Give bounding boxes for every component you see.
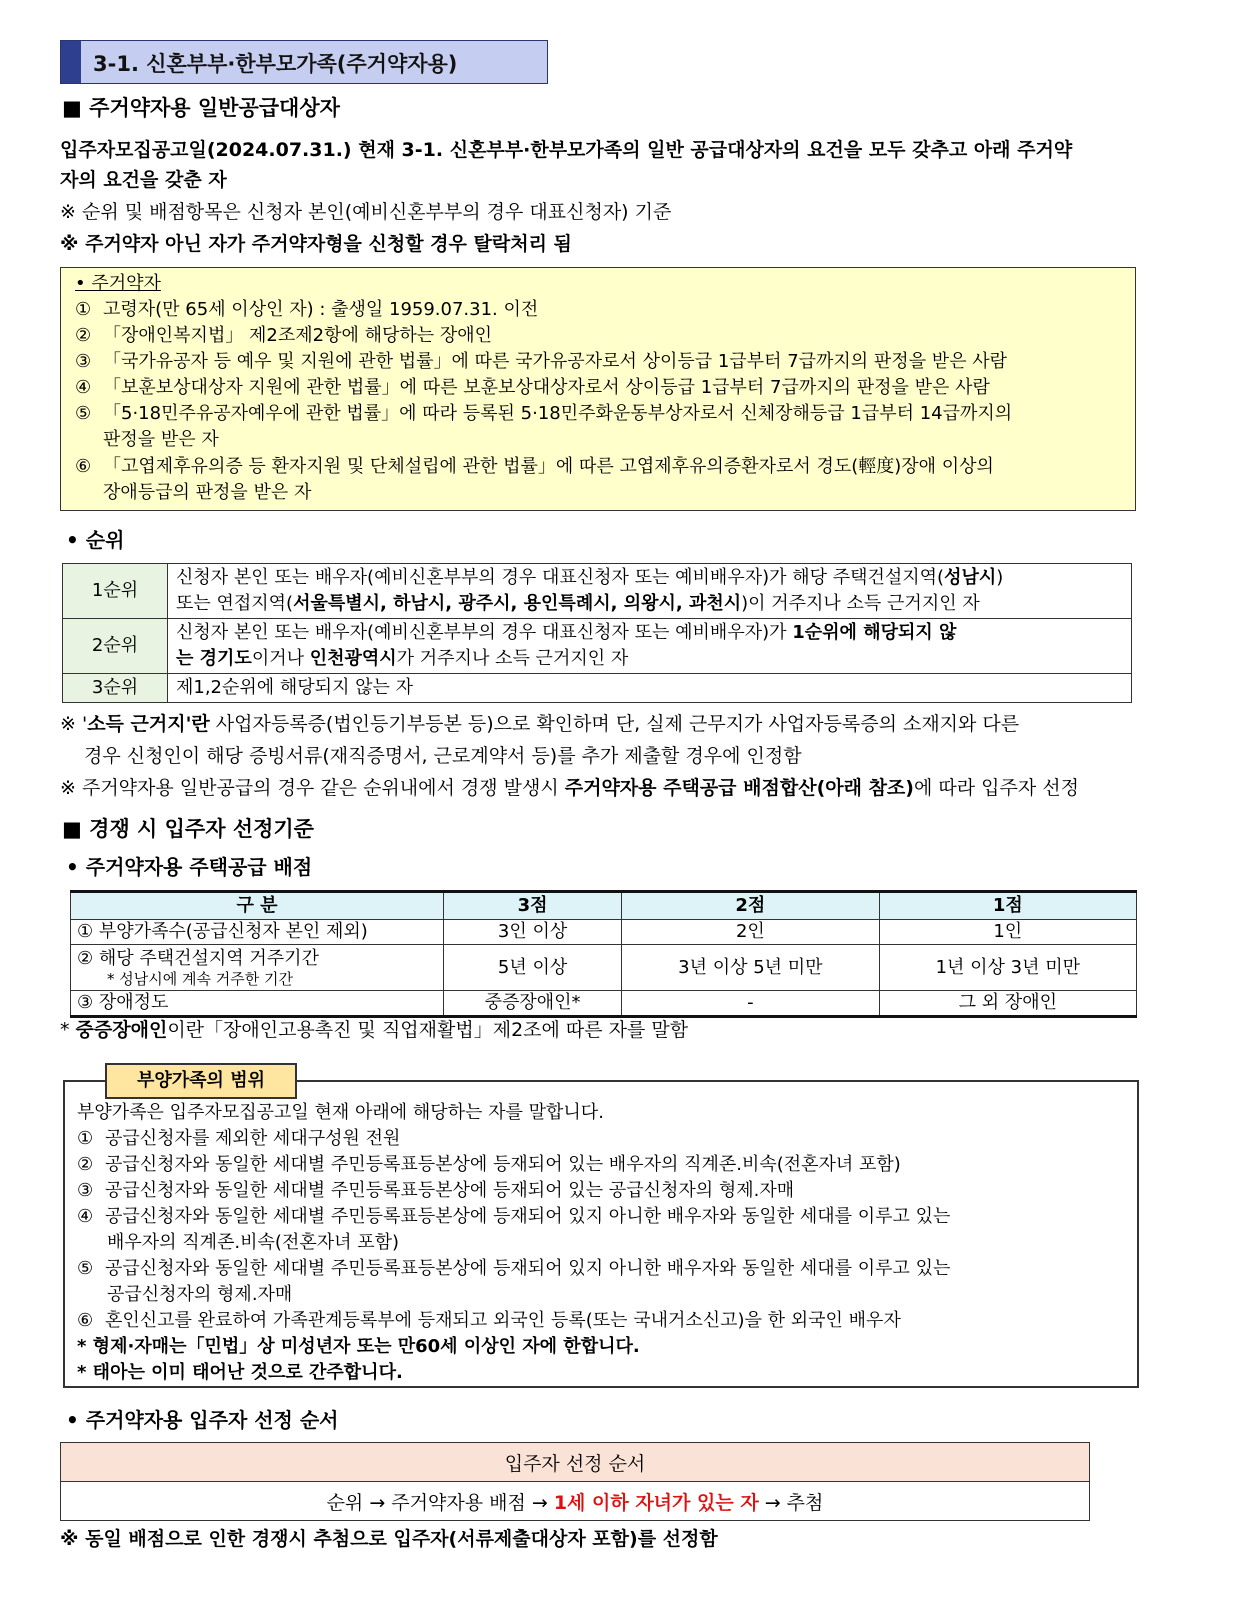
- score-heading: • 주거약자용 주택공급 배점: [66, 855, 313, 879]
- final-note: ※ 동일 배점으로 인한 경쟁시 추첨으로 입주자(서류제출대상자 포함)를 선정함: [60, 1528, 718, 1550]
- score-item-label: ② 해당 주택건설지역 거주기간 * 성남시에 계속 거주한 기간: [71, 945, 444, 991]
- rank-heading: • 순위: [66, 528, 125, 552]
- dependents-intro: 부양가족은 입주자모집공고일 현재 아래에 해당하는 자를 말합니다.: [77, 1102, 604, 1123]
- score-cell: 1년 이상 3년 미만: [879, 945, 1136, 991]
- column-header: 구 분: [71, 892, 444, 920]
- score-cell: 3년 이상 5년 미만: [622, 945, 879, 991]
- intro-line-1: 입주자모집공고일(2024.07.31.) 현재 3-1. 신혼부부·한부모가족의 일반 공급대상자의 요건을 모두 갖추고 아래 주거약: [60, 139, 1073, 161]
- weak-item: ⑤ 「5·18민주유공자예우에 관한 법률」에 따라 등록된 5·18민주화운동부상자로서 신체장해등급 1급부터 14급까지의: [75, 403, 1013, 424]
- score-footnote: * 중증장애인이란「장애인고용촉진 및 직업재활법」제2조에 따른 자를 말함: [60, 1019, 689, 1041]
- score-cell: 3인 이상: [444, 920, 622, 945]
- rank-label: 2순위: [63, 619, 168, 674]
- table-row: [63, 619, 1132, 674]
- table-row: [63, 674, 1132, 703]
- rank-table: [62, 563, 1132, 703]
- weak-item: ④ 「보훈보상대상자 지원에 관한 법률」에 따른 보훈보상대상자로서 상이등급 1급부터 7급까지의 판정을 받은 사람: [75, 377, 990, 398]
- weak-item-cont: 판정을 받은 자: [103, 429, 219, 450]
- table-row: [63, 564, 1132, 619]
- dependents-box: [63, 1080, 1139, 1388]
- score-cell: -: [622, 991, 879, 1017]
- score-cell: 그 외 장애인: [879, 991, 1136, 1017]
- section-title-bar: [60, 40, 548, 84]
- score-item-label: ① 부양가족수(공급신청자 본인 제외): [71, 920, 444, 945]
- note-income-base: ※ '소득 근거지'란 사업자등록증(법인등기부등본 등)으로 확인하며 단, 실제 근무지가 사업자등록증의 소재지와 다른: [60, 713, 1020, 735]
- list-item: ⑤ 공급신청자와 동일한 세대별 주민등록표등본상에 등재되어 있지 아니한 배우자와 동일한 세대를 이루고 있는: [77, 1258, 951, 1279]
- table-header-row: [61, 1443, 1090, 1482]
- rank-desc: 신청자 본인 또는 배우자(예비신혼부부의 경우 대표신청자 또는 예비배우자)가 1순위에 해당되지 않 는 경기도이거나 인천광역시가 거주지나 소득 근거지인 자: [168, 619, 1132, 674]
- note-competition: ※ 주거약자용 일반공급의 경우 같은 순위내에서 경쟁 발생시 주거약자용 주택공급 배점합산(아래 참조)에 따라 입주자 선정: [60, 777, 1079, 799]
- list-item-cont: 공급신청자의 형제.자매: [107, 1284, 293, 1305]
- intro-line-2: 자의 요건을 갖춘 자: [60, 169, 227, 191]
- title-accent: [61, 41, 81, 83]
- dependents-tab-label: 부양가족의 범위: [105, 1063, 297, 1099]
- order-sequence: 순위 → 주거약자용 배점 → 1세 이하 자녀가 있는 자 → 추첨: [61, 1482, 1090, 1521]
- list-item: ⑥ 혼인신고를 완료하여 가족관계등록부에 등재되고 외국인 등록(또는 국내거소신고)을 한 외국인 배우자: [77, 1310, 901, 1331]
- score-cell: 2인: [622, 920, 879, 945]
- weak-item-cont: 장애등급의 판정을 받은 자: [103, 482, 312, 503]
- list-item: ④ 공급신청자와 동일한 세대별 주민등록표등본상에 등재되어 있지 아니한 배우자와 동일한 세대를 이루고 있는: [77, 1206, 951, 1227]
- table-row: [71, 945, 1137, 991]
- housing-weak-title-text: • 주거약자: [75, 273, 161, 294]
- housing-weak-title: [75, 271, 161, 297]
- section-heading-competition: ■ 경쟁 시 입주자 선정기준: [62, 817, 314, 841]
- section-heading-general: ■ 주거약자용 일반공급대상자: [62, 96, 340, 120]
- weak-item: ⑥ 「고엽제후유의증 등 환자지원 및 단체설립에 관한 법률」에 따른 고엽제후유의증환자로서 경도(輕度)장애 이상의: [75, 456, 994, 477]
- rank-label: 1순위: [63, 564, 168, 619]
- dependents-note-fetus: * 태아는 이미 태어난 것으로 간주합니다.: [77, 1362, 403, 1383]
- rank-desc: 제1,2순위에 해당되지 않는 자: [168, 674, 1132, 703]
- column-header: 3점: [444, 892, 622, 920]
- rank-desc: 신청자 본인 또는 배우자(예비신혼부부의 경우 대표신청자 또는 예비배우자)가 해당 주택건설지역(성남시) 또는 연접지역(서울특별시, 하남시, 광주시, 용인특례시, 의왕시, 과천시)이 거주지나 소득 근거지인 자: [168, 564, 1132, 619]
- table-row: [61, 1482, 1090, 1521]
- table-row: [71, 991, 1137, 1017]
- note-criteria: ※ 순위 및 배점항목은 신청자 본인(예비신혼부부의 경우 대표신청자) 기준: [60, 201, 672, 223]
- order-heading: • 주거약자용 입주자 선정 순서: [66, 1408, 339, 1432]
- note-disqualify: ※ 주거약자 아닌 자가 주거약자형을 신청할 경우 탈락처리 됨: [60, 233, 572, 255]
- column-header: 1점: [879, 892, 1136, 920]
- weak-item: ③ 「국가유공자 등 예우 및 지원에 관한 법률」에 따른 국가유공자로서 상이등급 1급부터 7급까지의 판정을 받은 사람: [75, 351, 1008, 372]
- list-item: ③ 공급신청자와 동일한 세대별 주민등록표등본상에 등재되어 있는 공급신청자의 형제.자매: [77, 1180, 795, 1201]
- note-income-base-cont: 경우 신청인이 해당 증빙서류(재직증명서, 근로계약서 등)를 추가 제출할 경우에 인정함: [84, 745, 802, 767]
- column-header: 2점: [622, 892, 879, 920]
- weak-item: ② 「장애인복지법」 제2조제2항에 해당하는 장애인: [75, 325, 493, 346]
- housing-weak-box: [60, 267, 1136, 511]
- order-table: [60, 1442, 1090, 1521]
- list-item: ① 공급신청자를 제외한 세대구성원 전원: [77, 1128, 401, 1149]
- page-title: 3-1. 신혼부부·한부모가족(주거약자용): [93, 52, 458, 76]
- weak-item: ① 고령자(만 65세 이상인 자) : 출생일 1959.07.31. 이전: [75, 299, 539, 320]
- dependents-note-siblings: * 형제·자매는「민법」상 미성년자 또는 만60세 이상인 자에 한합니다.: [77, 1336, 640, 1357]
- table-header-row: [71, 892, 1137, 920]
- score-cell: 1인: [879, 920, 1136, 945]
- table-row: [71, 920, 1137, 945]
- rank-label: 3순위: [63, 674, 168, 703]
- score-item-label: ③ 장애정도: [71, 991, 444, 1017]
- list-item-cont: 배우자의 직계존.비속(전혼자녀 포함): [107, 1232, 400, 1253]
- score-cell: 5년 이상: [444, 945, 622, 991]
- score-cell: 중증장애인*: [444, 991, 622, 1017]
- list-item: ② 공급신청자와 동일한 세대별 주민등록표등본상에 등재되어 있는 배우자의 직계존.비속(전혼자녀 포함): [77, 1154, 901, 1175]
- score-table: [70, 890, 1137, 1018]
- order-header: 입주자 선정 순서: [61, 1443, 1090, 1482]
